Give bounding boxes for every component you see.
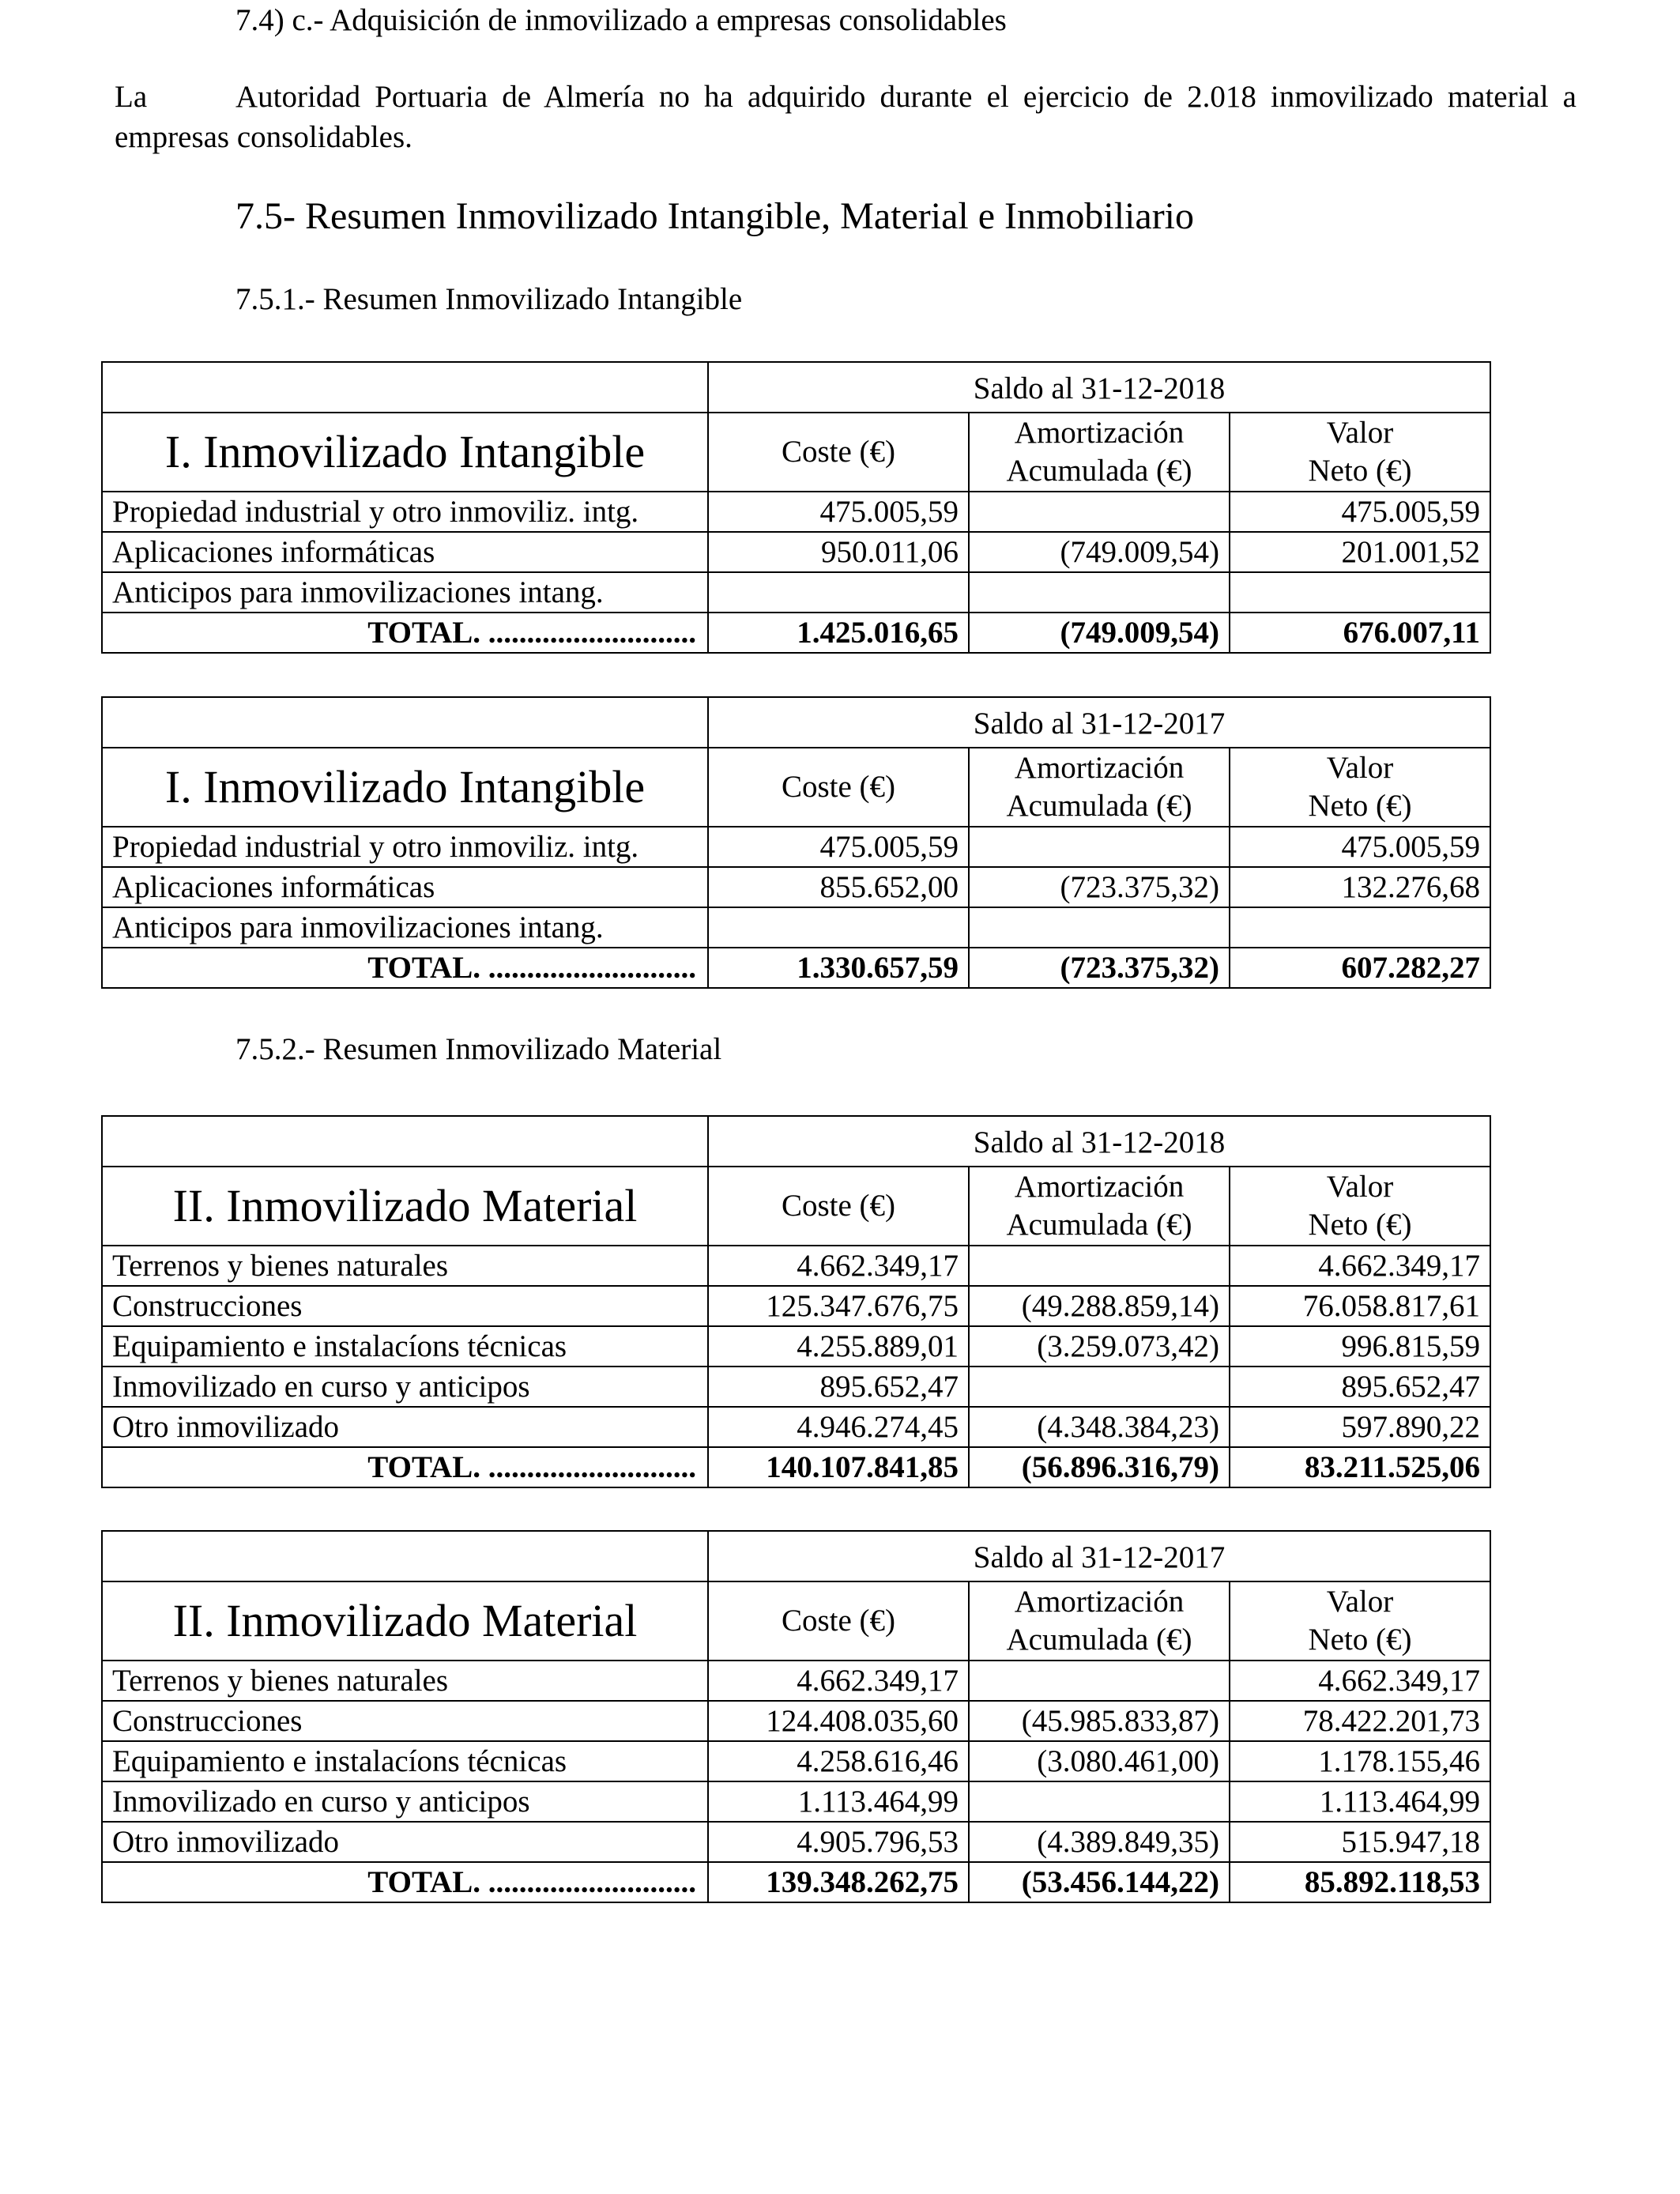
heading-7-5-2: 7.5.2.- Resumen Inmovilizado Material	[235, 1032, 722, 1066]
amortizacion-header	[969, 413, 1230, 492]
total-row	[102, 1447, 1490, 1487]
total-label: TOTAL. ...........................	[102, 613, 708, 653]
coste-value: 475.005,59	[708, 827, 969, 867]
coste-value: 855.652,00	[708, 867, 969, 907]
table-row	[102, 907, 1490, 948]
row-label: Propiedad industrial y otro inmoviliz. intg.	[102, 492, 708, 532]
valor-neto-value: 996.815,59	[1230, 1326, 1490, 1367]
coste-header: Coste (€)	[708, 413, 969, 492]
saldo-header: Saldo al 31-12-2018	[708, 362, 1490, 413]
coste-header: Coste (€)	[708, 748, 969, 827]
coste-value: 4.946.274,45	[708, 1407, 969, 1447]
total-valor-neto: 676.007,11	[1230, 613, 1490, 653]
amortizacion-value	[969, 572, 1230, 613]
coste-header: Coste (€)	[708, 1581, 969, 1661]
amortizacion-header-line1: Amortización	[1014, 1170, 1185, 1204]
amortizacion-header	[969, 1167, 1230, 1246]
valor-neto-value: 1.178.155,46	[1230, 1741, 1490, 1781]
row-label: Construcciones	[102, 1286, 708, 1326]
amortizacion-header-line2: Acumulada (€)	[1006, 1623, 1192, 1657]
amortizacion-value: (4.348.384,23)	[969, 1407, 1230, 1447]
valor-neto-value: 132.276,68	[1230, 867, 1490, 907]
empty-header-cell	[102, 362, 708, 413]
amortizacion-header-line1: Amortización	[1014, 1585, 1185, 1619]
table-row	[102, 1286, 1490, 1326]
valor-neto-value: 475.005,59	[1230, 827, 1490, 867]
heading-7-4c: 7.4) c.- Adquisición de inmovilizado a empresas consolidables	[235, 3, 1007, 37]
valor-neto-header-line1: Valor	[1326, 416, 1394, 450]
table-row	[102, 1407, 1490, 1447]
table-row	[102, 572, 1490, 613]
coste-value: 4.905.796,53	[708, 1822, 969, 1862]
amortizacion-value: (749.009,54)	[969, 532, 1230, 572]
valor-neto-header-line1: Valor	[1326, 751, 1394, 785]
total-amortizacion: (53.456.144,22)	[969, 1862, 1230, 1902]
row-label: Aplicaciones informáticas	[102, 867, 708, 907]
table-row	[102, 1326, 1490, 1367]
table-column-header-row	[102, 413, 1490, 492]
valor-neto-value: 515.947,18	[1230, 1822, 1490, 1862]
row-label: Terrenos y bienes naturales	[102, 1661, 708, 1701]
intangible-2018-table	[101, 361, 1491, 654]
heading-7-5: 7.5- Resumen Inmovilizado Intangible, Material e Inmobiliario	[235, 195, 1195, 237]
valor-neto-value: 475.005,59	[1230, 492, 1490, 532]
total-valor-neto: 83.211.525,06	[1230, 1447, 1490, 1487]
total-amortizacion: (56.896.316,79)	[969, 1447, 1230, 1487]
valor-neto-header-line2: Neto (€)	[1308, 1208, 1412, 1242]
coste-value	[708, 572, 969, 613]
coste-value: 4.662.349,17	[708, 1246, 969, 1286]
row-label: Equipamiento e instalacíons técnicas	[102, 1741, 708, 1781]
row-label: Otro inmovilizado	[102, 1407, 708, 1447]
saldo-header: Saldo al 31-12-2018	[708, 1116, 1490, 1167]
valor-neto-header	[1230, 748, 1490, 827]
intangible-2017-table	[101, 696, 1491, 989]
valor-neto-value: 76.058.817,61	[1230, 1286, 1490, 1326]
table-row	[102, 1367, 1490, 1407]
amortizacion-header	[969, 1581, 1230, 1661]
valor-neto-header-line2: Neto (€)	[1308, 789, 1412, 823]
valor-neto-header	[1230, 1581, 1490, 1661]
coste-value	[708, 907, 969, 948]
valor-neto-header-line1: Valor	[1326, 1585, 1394, 1619]
table-header-row	[102, 1531, 1490, 1581]
total-coste: 140.107.841,85	[708, 1447, 969, 1487]
valor-neto-value	[1230, 572, 1490, 613]
row-label: Otro inmovilizado	[102, 1822, 708, 1862]
table-row	[102, 1822, 1490, 1862]
valor-neto-value: 78.422.201,73	[1230, 1701, 1490, 1741]
table-row	[102, 492, 1490, 532]
coste-value: 4.662.349,17	[708, 1661, 969, 1701]
row-label: Anticipos para inmovilizaciones intang.	[102, 907, 708, 948]
table-row	[102, 532, 1490, 572]
table-column-header-row	[102, 1167, 1490, 1246]
row-label: Inmovilizado en curso y anticipos	[102, 1367, 708, 1407]
paragraph-7-4c	[115, 77, 1576, 157]
coste-value: 475.005,59	[708, 492, 969, 532]
valor-neto-value: 201.001,52	[1230, 532, 1490, 572]
table-row	[102, 1781, 1490, 1822]
coste-value: 125.347.676,75	[708, 1286, 969, 1326]
empty-header-cell	[102, 1116, 708, 1167]
paragraph-rest: Autoridad Portuaria de Almería no ha adquirido durante el ejercicio de 2.018 inmovilizado material a empresas consolidables.	[115, 80, 1576, 154]
amortizacion-header	[969, 748, 1230, 827]
total-valor-neto: 607.282,27	[1230, 948, 1490, 988]
amortizacion-value: (723.375,32)	[969, 867, 1230, 907]
table-row	[102, 1701, 1490, 1741]
amortizacion-value: (49.288.859,14)	[969, 1286, 1230, 1326]
total-coste: 139.348.262,75	[708, 1862, 969, 1902]
amortizacion-header-line2: Acumulada (€)	[1006, 789, 1192, 823]
table-header-row	[102, 362, 1490, 413]
coste-header: Coste (€)	[708, 1167, 969, 1246]
coste-value: 895.652,47	[708, 1367, 969, 1407]
material-2017-table	[101, 1530, 1491, 1903]
valor-neto-header-line2: Neto (€)	[1308, 454, 1412, 488]
table-row	[102, 1741, 1490, 1781]
amortizacion-value: (3.080.461,00)	[969, 1741, 1230, 1781]
valor-neto-header-line2: Neto (€)	[1308, 1623, 1412, 1657]
saldo-header: Saldo al 31-12-2017	[708, 1531, 1490, 1581]
valor-neto-header-line1: Valor	[1326, 1170, 1394, 1204]
amortizacion-value	[969, 827, 1230, 867]
saldo-header: Saldo al 31-12-2017	[708, 697, 1490, 748]
coste-value: 4.255.889,01	[708, 1326, 969, 1367]
amortizacion-value	[969, 492, 1230, 532]
amortizacion-header-line2: Acumulada (€)	[1006, 454, 1192, 488]
valor-neto-value: 597.890,22	[1230, 1407, 1490, 1447]
total-label: TOTAL. ...........................	[102, 1447, 708, 1487]
coste-value: 4.258.616,46	[708, 1741, 969, 1781]
amortizacion-value	[969, 907, 1230, 948]
valor-neto-value: 895.652,47	[1230, 1367, 1490, 1407]
row-label: Aplicaciones informáticas	[102, 532, 708, 572]
table-row	[102, 1246, 1490, 1286]
amortizacion-value	[969, 1781, 1230, 1822]
empty-header-cell	[102, 697, 708, 748]
row-label: Anticipos para inmovilizaciones intang.	[102, 572, 708, 613]
table-title: II. Inmovilizado Material	[102, 1581, 708, 1661]
row-label: Construcciones	[102, 1701, 708, 1741]
valor-neto-header	[1230, 1167, 1490, 1246]
total-row	[102, 1862, 1490, 1902]
paragraph-first-word: La	[115, 80, 148, 114]
row-label: Propiedad industrial y otro inmoviliz. intg.	[102, 827, 708, 867]
valor-neto-value: 1.113.464,99	[1230, 1781, 1490, 1822]
amortizacion-value: (4.389.849,35)	[969, 1822, 1230, 1862]
table-row	[102, 827, 1490, 867]
total-coste: 1.330.657,59	[708, 948, 969, 988]
coste-value: 950.011,06	[708, 532, 969, 572]
heading-7-5-1: 7.5.1.- Resumen Inmovilizado Intangible	[235, 282, 743, 316]
material-2018-table	[101, 1115, 1491, 1488]
amortizacion-header-line2: Acumulada (€)	[1006, 1208, 1192, 1242]
total-valor-neto: 85.892.118,53	[1230, 1862, 1490, 1902]
empty-header-cell	[102, 1531, 708, 1581]
table-column-header-row	[102, 748, 1490, 827]
valor-neto-value	[1230, 907, 1490, 948]
total-row	[102, 613, 1490, 653]
table-row	[102, 1661, 1490, 1701]
amortizacion-value	[969, 1246, 1230, 1286]
amortizacion-value	[969, 1367, 1230, 1407]
row-label: Terrenos y bienes naturales	[102, 1246, 708, 1286]
table-header-row	[102, 697, 1490, 748]
total-label: TOTAL. ...........................	[102, 948, 708, 988]
amortizacion-header-line1: Amortización	[1014, 416, 1185, 450]
amortizacion-header-line1: Amortización	[1014, 751, 1185, 785]
table-row	[102, 867, 1490, 907]
total-label: TOTAL. ...........................	[102, 1862, 708, 1902]
coste-value: 1.113.464,99	[708, 1781, 969, 1822]
amortizacion-value: (45.985.833,87)	[969, 1701, 1230, 1741]
table-title: I. Inmovilizado Intangible	[102, 748, 708, 827]
coste-value: 124.408.035,60	[708, 1701, 969, 1741]
total-amortizacion: (723.375,32)	[969, 948, 1230, 988]
row-label: Inmovilizado en curso y anticipos	[102, 1781, 708, 1822]
amortizacion-value: (3.259.073,42)	[969, 1326, 1230, 1367]
valor-neto-value: 4.662.349,17	[1230, 1661, 1490, 1701]
table-title: II. Inmovilizado Material	[102, 1167, 708, 1246]
row-label: Equipamiento e instalacíons técnicas	[102, 1326, 708, 1367]
total-amortizacion: (749.009,54)	[969, 613, 1230, 653]
amortizacion-value	[969, 1661, 1230, 1701]
table-title: I. Inmovilizado Intangible	[102, 413, 708, 492]
table-column-header-row	[102, 1581, 1490, 1661]
table-header-row	[102, 1116, 1490, 1167]
total-coste: 1.425.016,65	[708, 613, 969, 653]
valor-neto-value: 4.662.349,17	[1230, 1246, 1490, 1286]
total-row	[102, 948, 1490, 988]
valor-neto-header	[1230, 413, 1490, 492]
